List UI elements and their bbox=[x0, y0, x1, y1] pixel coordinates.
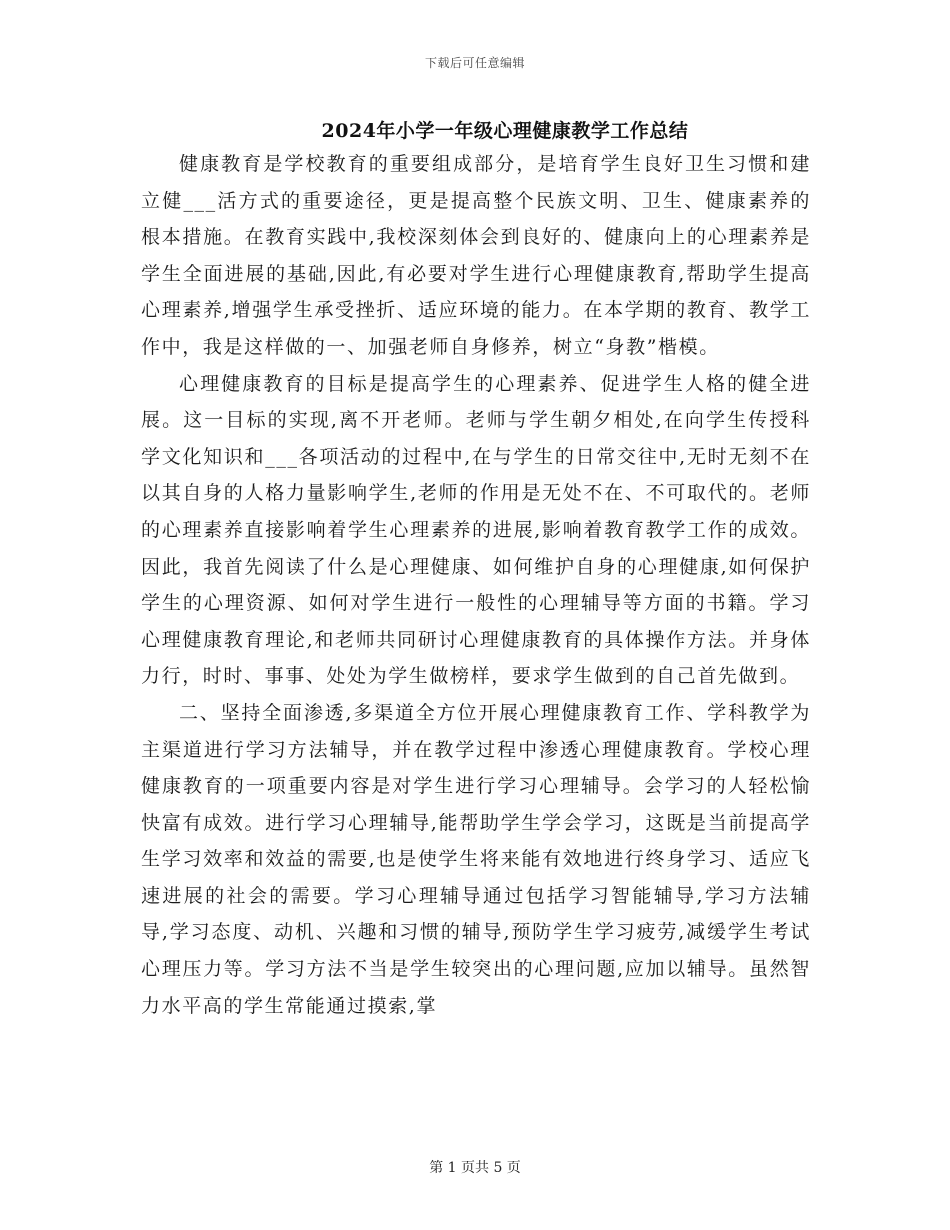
document-body bbox=[141, 146, 811, 1024]
header-note: 下载后可任意编辑 bbox=[424, 56, 525, 70]
page-number-footer: 第 1 页共 5 页 bbox=[429, 1160, 521, 1176]
paragraph-1: 健康教育是学校教育的重要组成部分，是培育学生良好卫生习惯和建立健___活方式的重要途径，更是提高整个民族文明、卫生、健康素养的根本措施。在教育实践中,我校深刻体会到良好的、健康向上的心理素养是学生全面进展的基础,因此,有必要对学生进行心理健康教育,帮助学生提高心理素养,增强学生承受挫折、适应环境的能力。在本学期的教育、教学工作中，我是这样做的一、加强老师自身修养，树立“身教”楷模。 bbox=[141, 153, 811, 358]
document-title: 2024年小学一年级心理健康教学工作总结 bbox=[321, 120, 689, 142]
paragraph-2: 心理健康教育的目标是提高学生的心理素养、促进学生人格的健全进展。这一目标的实现,离不开老师。老师与学生朝夕相处,在向学生传授科学文化知识和___各项活动的过程中,在与学生的日常交往中,无时无刻不在以其自身的人格力量影响学生,老师的作用是无处不在、不可取代的。老师的心理素养直接影响着学生心理素养的进展,影响着教育教学工作的成效。因此，我首先阅读了什么是心理健康、如何维护自身的心理健康,如何保护学生的心理资源、如何对学生进行一般性的心理辅导等方面的书籍。学习心理健康教育理论,和老师共同研讨心理健康教育的具体操作方法。并身体力行，时时、事事、处处为学生做榜样，要求学生做到的自己首先做到。 bbox=[141, 372, 811, 688]
paragraph-3: 二、坚持全面渗透,多渠道全方位开展心理健康教育工作、学科教学为主渠道进行学习方法辅导，并在教学过程中渗透心理健康教育。学校心理健康教育的一项重要内容是对学生进行学习心理辅导。会学习的人轻松愉快富有成效。进行学习心理辅导,能帮助学生学会学习，这既是当前提高学生学习效率和效益的需要,也是使学生将来能有效地进行终身学习、适应飞速进展的社会的需要。学习心理辅导通过包括学习智能辅导,学习方法辅导,学习态度、动机、兴趣和习惯的辅导,预防学生学习疲劳,减缓学生考试心理压力等。学习方法不当是学生较突出的心理问题,应加以辅导。虽然智力水平高的学生常能通过摸索,掌 bbox=[141, 701, 811, 1017]
